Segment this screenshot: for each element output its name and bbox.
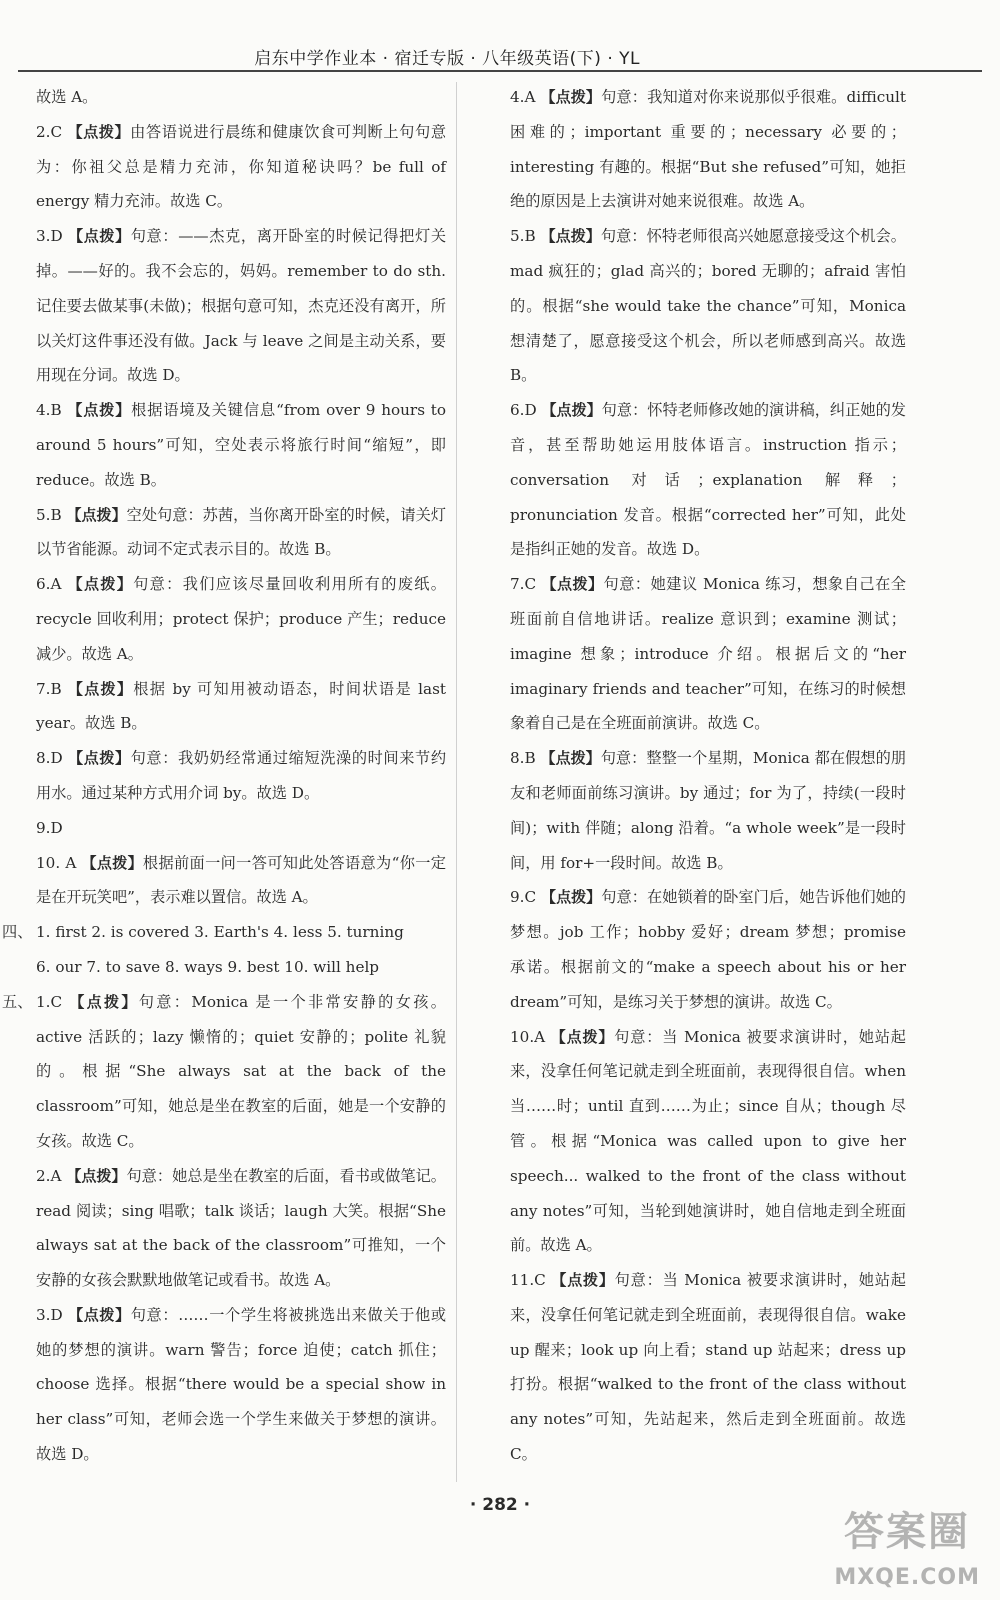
- answer-item: [36, 811, 446, 846]
- answer-item: [36, 672, 446, 742]
- answer-number: 3.D: [36, 227, 63, 246]
- hint-label: 【点拨】: [81, 853, 143, 872]
- explanation-text: 根据 by 可知用被动语态，时间状语是 last year。故选 B。: [36, 679, 446, 733]
- explanation-text: 句意：在她锁着的卧室门后，她告诉他们她的梦想。job 工作；hobby 爱好；dream 梦想；promise 承诺。根据前文的“make a speech about his or her dream”可知，是练习关于梦想的演讲。故选 C。: [510, 888, 906, 1011]
- answer-item: [510, 1263, 906, 1472]
- explanation-text: 句意：当 Monica 被要求演讲时，她站起来，没拿任何笔记就走到全班面前，表现得很自信。when 当……时；until 直到……为止；since 自从；though 尽管。根据“Monica was called upon to give her speech... walked to the front of the class without any notes”可知，当轮到她演讲时，她自信地走到全班面前。故选 A。: [510, 1027, 906, 1255]
- answer-item: [36, 498, 446, 568]
- explanation-text: 句意：Monica 是一个非常安静的女孩。active 活跃的；lazy 懒惰的；quiet 安静的；polite 礼貌的。根据“She always sat at the back of the classroom”可知，她总是坐在教室的后面，她是一个安静的女孩。故选 C。: [36, 992, 446, 1150]
- answer-number: 9.C: [510, 888, 537, 907]
- hint-label: 【点拨】: [66, 1166, 127, 1185]
- continued-text: 故选 A。: [36, 88, 98, 106]
- answer-number: 1.C: [36, 992, 63, 1011]
- hint-label: 【点拨】: [540, 227, 601, 246]
- answer-item: 五、 1.C 【点拨】句意：Monica 是一个非常安静的女孩。active 活跃的；lazy 懒惰的；quiet 安静的；polite 礼貌的。根据“She always sat at the back of the classroom”可知，她总是坐在教室的后面，她是一个安静的女孩。故选 C。: [2, 992, 446, 1150]
- answer-line: [36, 950, 446, 985]
- hint-label: 【点拨】: [67, 679, 134, 698]
- explanation-text: 句意：整整一个星期，Monica 都在假想的朋友和老师面前练习演讲。by 通过；for 为了，持续(一段时间)；with 伴随；along 沿着。“a whole week”是一段时间，用 for+一段时间。故选 B。: [510, 749, 906, 872]
- answer-number: 3.D: [36, 1305, 63, 1324]
- watermark-top: 答案圈: [844, 1509, 970, 1555]
- answer-item: [510, 741, 906, 880]
- answer-number: 10.A: [510, 1027, 546, 1046]
- answer-item: [510, 219, 906, 393]
- answer-number: 7.C: [510, 575, 537, 594]
- explanation-text: 句意：怀特老师很高兴她愿意接受这个机会。mad 疯狂的；glad 高兴的；bored 无聊的；afraid 害怕的。根据“she would take the chance”可知，Monica 想清楚了，愿意接受这个机会，所以老师感到高兴。故选 B。: [510, 227, 906, 385]
- page-number: · 282 ·: [469, 1495, 531, 1515]
- explanation-text: 句意：……一个学生将被挑选出来做关于他或她的梦想的演讲。warn 警告；force 迫使；catch 抓住；choose 选择。根据“there would be a special show in her class”可知，老师会选一个学生来做关于梦想的演讲。故选 D。: [36, 1305, 446, 1464]
- answer-number: 8.D: [36, 749, 63, 768]
- page-header: [0, 0, 1000, 78]
- answer-number: 10. A: [36, 853, 77, 872]
- hint-label: 【点拨】: [541, 888, 602, 907]
- answer-item: [36, 567, 446, 671]
- hint-label: 【点拨】: [550, 1027, 615, 1046]
- hint-label: 【点拨】: [67, 122, 131, 141]
- answer-item: [36, 741, 446, 811]
- answer-text: 1. first 2. is covered 3. Earth's 4. less 5. turning: [36, 923, 404, 942]
- left-column: [2, 80, 447, 1472]
- explanation-text: 句意：我们应该尽量回收利用所有的废纸。recycle 回收利用；protect 保护；produce 产生；reduce 减少。故选 A。: [36, 575, 446, 663]
- hint-label: 【点拨】: [69, 992, 139, 1011]
- answer-number: 2.A: [36, 1166, 62, 1185]
- answer-number: 7.B: [36, 679, 62, 698]
- hint-label: 【点拨】: [551, 1271, 615, 1290]
- answer-item: [510, 393, 906, 567]
- hint-label: 【点拨】: [541, 401, 602, 420]
- hint-label: 【点拨】: [67, 575, 134, 594]
- hint-label: 【点拨】: [540, 749, 601, 768]
- answer-item: [36, 1159, 446, 1298]
- answer-item: [510, 80, 906, 219]
- answer-number: 6.A: [36, 575, 62, 594]
- explanation-text: 句意：——杰克，离开卧室的时候记得把灯关掉。——好的。我不会忘的，妈妈。remember to do sth. 记住要去做某事(未做)；根据句意可知，杰克还没有离开，所以关灯这件事还没有做。Jack 与 leave 之间是主动关系，要用现在分词。故选 D。: [36, 227, 446, 385]
- answer-text: 6. our 7. to save 8. ways 9. best 10. will help: [36, 957, 380, 976]
- explanation-text: 根据语境及关键信息“from over 9 hours to around 5 hours”可知，空处表示将旅行时间“缩短”，即 reduce。故选 B。: [36, 401, 446, 489]
- explanation-text: 根据前面一问一答可知此处答语意为“你一定是在开玩笑吧”，表示难以置信。故选 A。: [36, 853, 446, 907]
- explanation-text: 由答语说进行晨练和健康饮食可判断上句句意为：你祖父总是精力充沛，你知道秘诀吗？be full of energy 精力充沛。故选 C。: [36, 122, 447, 211]
- watermark-bottom: MXQE.COM: [834, 1565, 980, 1590]
- answer-item: [36, 115, 446, 219]
- explanation-text: 句意：怀特老师修改她的演讲稿，纠正她的发音，甚至帮助她运用肢体语言。instruction 指示；conversation 对话；explanation 解释；pronunciation 发音。根据“corrected her”可知，此处是指纠正她的发音。故选 D。: [510, 401, 906, 559]
- hint-label: 【点拨】: [66, 505, 127, 524]
- answer-number: 8.B: [510, 749, 536, 768]
- hint-label: 【点拨】: [68, 749, 131, 768]
- answer-item: [36, 219, 446, 393]
- answer-item: [36, 393, 446, 497]
- watermark-logo: [800, 1500, 980, 1590]
- answer-number: 5.B: [510, 227, 536, 246]
- hint-label: 【点拨】: [68, 1305, 131, 1324]
- right-column: [510, 80, 906, 1472]
- hint-label: 【点拨】: [68, 227, 131, 246]
- answer-number: 2.C: [36, 122, 63, 141]
- answer-number: 4.A: [510, 88, 536, 106]
- explanation-text: 句意：我知道对你来说那似乎很难。difficult 困难的；important 重要的；necessary 必要的；interesting 有趣的。根据“But she refused”可知，她拒绝的原因是上去演讲对她来说很难。故选 A。: [510, 88, 906, 211]
- explanation-text: 句意：当 Monica 被要求演讲时，她站起来，没拿任何笔记就走到全班面前，表现得很自信。wake up 醒来；look up 向上看；stand up 站起来；dress up 打扮。根据“walked to the front of the class without any notes”可知，先站起来，然后走到全班面前。故选 C。: [510, 1271, 906, 1464]
- header-title: 启东中学作业本 · 宿迁专版 · 八年级英语(下) · YL: [254, 49, 640, 69]
- answer-number: 4.B: [36, 401, 62, 420]
- answer-number: 5.B: [36, 505, 62, 524]
- header-rule: [18, 70, 982, 72]
- explanation-text: 句意：我奶奶经常通过缩短洗澡的时间来节约用水。通过某种方式用介词 by。故选 D。: [36, 749, 447, 802]
- hint-label: 【点拨】: [541, 575, 604, 594]
- hint-label: 【点拨】: [67, 401, 132, 420]
- answer-item: [510, 880, 906, 1019]
- explanation-text: 空处句意：苏茜，当你离开卧室的时候，请关灯以节省能源。动词不定式表示目的。故选 B。: [36, 505, 446, 559]
- answer-item: [510, 567, 906, 741]
- answer-number: 9.D: [36, 818, 63, 837]
- column-divider: [456, 82, 457, 1482]
- explanation-text: 句意：她总是坐在教室的后面，看书或做笔记。read 阅读；sing 唱歌；talk 谈话；laugh 大笑。根据“She always sat at the back of the classroom”可推知，一个安静的女孩会默默地做笔记或看书。故选 A。: [36, 1166, 446, 1290]
- answer-number: 6.D: [510, 401, 537, 420]
- answer-item: [36, 846, 446, 916]
- answer-line: 四、 1. first 2. is covered 3. Earth's 4. less 5. turning: [2, 923, 404, 942]
- answer-number: 11.C: [510, 1271, 546, 1290]
- explanation-text: 句意：她建议 Monica 练习，想象自己在全班面前自信地讲话。realize 意识到；examine 测试；imagine 想象；introduce 介绍。根据后文的“her imaginary friends and teacher”可知，在练习的时候想象着自己是在全班面前演讲。故选 C。: [510, 575, 906, 733]
- answer-item: [36, 1298, 446, 1472]
- hint-label: 【点拨】: [540, 88, 602, 106]
- answer-item: [510, 1020, 906, 1264]
